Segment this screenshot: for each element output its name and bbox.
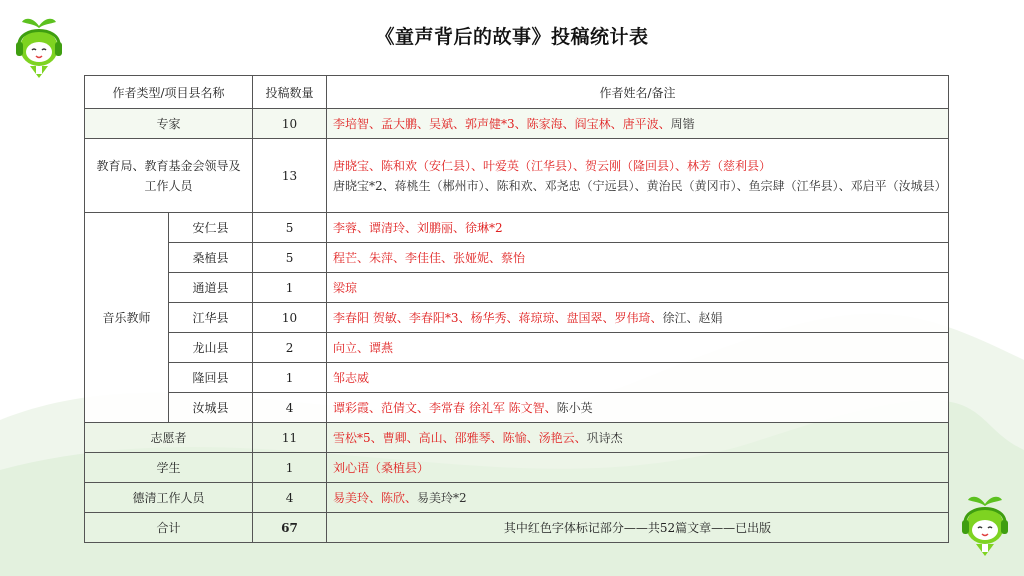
published-names: 程芒、朱萍、李佳佳、张娅妮、蔡怡 [333, 250, 526, 265]
published-names: 梁琼 [333, 280, 358, 295]
count-cell: 1 [253, 363, 327, 393]
category-cell: 学生 [85, 453, 253, 483]
county-cell: 桑植县 [169, 243, 253, 273]
category-cell: 音乐教师 [85, 213, 169, 423]
header-count: 投稿数量 [253, 76, 327, 109]
count-cell: 13 [253, 139, 327, 213]
table-total-row [85, 513, 949, 543]
table-row [85, 453, 949, 483]
category-cell: 教育局、教育基金会领导及工作人员 [85, 139, 253, 213]
submission-stats-table [84, 75, 949, 543]
total-count: 67 [253, 513, 327, 543]
table-row [85, 333, 949, 363]
count-cell: 11 [253, 423, 327, 453]
published-names: 李培智、孟大鹏、吴斌、郭声健*3、陈家海、阎宝林、唐平波、 [333, 116, 671, 131]
mascot-sprout-headphones-icon [10, 12, 68, 84]
category-cell: 专家 [85, 109, 253, 139]
county-cell: 江华县 [169, 303, 253, 333]
names-cell [327, 303, 949, 333]
table-row [85, 139, 949, 213]
table-row [85, 363, 949, 393]
other-names: 唐晓宝*2、蒋桃生（郴州市）、陈和欢、邓尧忠（宁远县）、黄治民（黄冈市）、鱼宗肆（江华县）、邓启平（汝城县） [333, 178, 947, 193]
category-cell: 志愿者 [85, 423, 253, 453]
published-names: 唐晓宝、陈和欢（安仁县）、叶爱英（江华县）、贺云刚（隆回县）、林芳（慈利县） [333, 158, 772, 173]
published-names: 向立、谭燕 [333, 340, 394, 355]
table-row [85, 303, 949, 333]
published-names: 雪松*5、曹卿、高山、邵雅琴、陈愉、汤艳云、 [333, 430, 587, 445]
other-names: 陈小英 [556, 400, 593, 415]
count-cell: 10 [253, 303, 327, 333]
other-names: 周锴 [670, 116, 695, 131]
other-names: 易美玲*2 [417, 490, 467, 505]
county-cell: 安仁县 [169, 213, 253, 243]
table-row [85, 273, 949, 303]
names-cell [327, 273, 949, 303]
names-cell [327, 423, 949, 453]
names-cell [327, 483, 949, 513]
names-cell [327, 363, 949, 393]
category-cell: 德清工作人员 [85, 483, 253, 513]
header-author-names: 作者姓名/备注 [327, 76, 949, 109]
count-cell: 4 [253, 483, 327, 513]
county-cell: 汝城县 [169, 393, 253, 423]
header-author-type: 作者类型/项目县名称 [85, 76, 253, 109]
table-row [85, 393, 949, 423]
names-cell [327, 393, 949, 423]
count-cell: 2 [253, 333, 327, 363]
total-label: 合计 [85, 513, 253, 543]
count-cell: 4 [253, 393, 327, 423]
published-names: 刘心语（桑植县） [333, 460, 430, 475]
mascot-sprout-headphones-icon [956, 490, 1014, 562]
names-cell [327, 453, 949, 483]
names-cell [327, 333, 949, 363]
page-title: 《童声背后的故事》投稿统计表 [375, 26, 649, 48]
other-names: 巩诗杰 [586, 430, 623, 445]
published-names: 邹志威 [333, 370, 370, 385]
names-cell [327, 213, 949, 243]
county-cell: 通道县 [169, 273, 253, 303]
published-names: 李春阳 贺敏、李春阳*3、杨华秀、蒋琼琼、盘国翠、罗伟琦、 [333, 310, 663, 325]
count-cell: 5 [253, 243, 327, 273]
table-row [85, 213, 949, 243]
count-cell: 5 [253, 213, 327, 243]
count-cell: 1 [253, 273, 327, 303]
count-cell: 10 [253, 109, 327, 139]
table-row [85, 483, 949, 513]
published-names: 谭彩霞、范倩文、李常春 徐礼军 陈文智、 [333, 400, 557, 415]
names-cell [327, 139, 949, 213]
total-note: 其中红色字体标记部分——共52篇文章——已出版 [327, 513, 949, 543]
published-names: 李蓉、谭清玲、刘鹏丽、徐琳*2 [333, 220, 503, 235]
published-names: 易美玲、陈欣、 [333, 490, 418, 505]
table-row [85, 243, 949, 273]
other-names: 徐江、赵娟 [662, 310, 723, 325]
count-cell: 1 [253, 453, 327, 483]
names-cell [327, 243, 949, 273]
table-row [85, 109, 949, 139]
table-header-row [85, 76, 949, 109]
county-cell: 龙山县 [169, 333, 253, 363]
county-cell: 隆回县 [169, 363, 253, 393]
names-cell [327, 109, 949, 139]
table-row [85, 423, 949, 453]
